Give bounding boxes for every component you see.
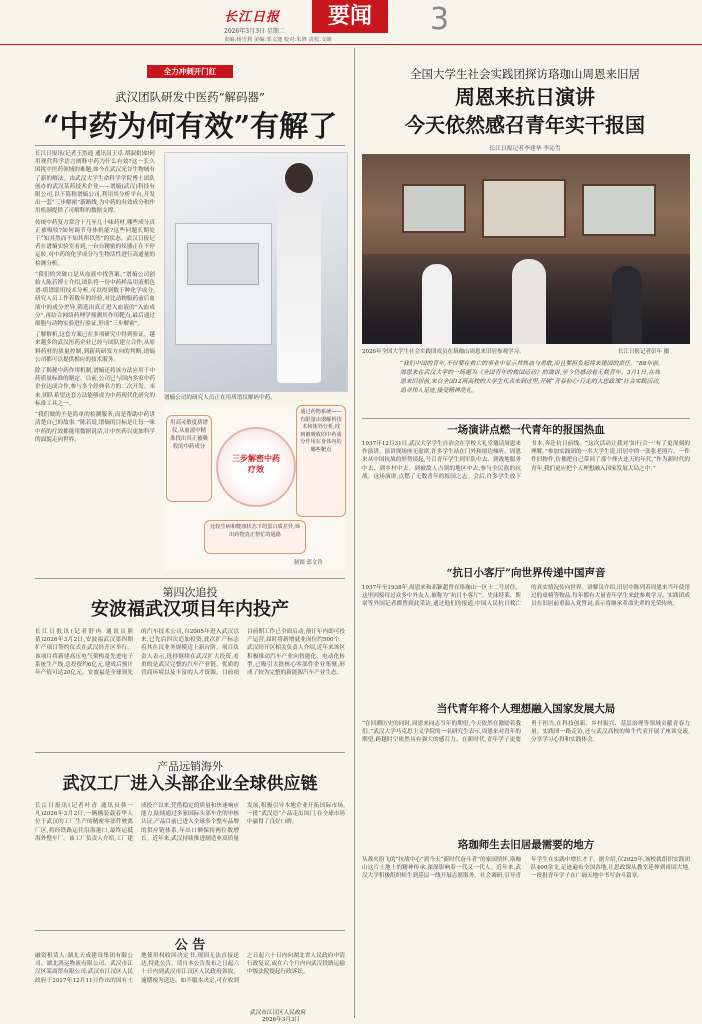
banner-tag: 全力冲刺开门红 xyxy=(147,65,233,78)
story-paragraph: 了解解析,这套方案已在多项研究中得到验证。越来越多的武汉医药企业已经与团队建立合作,从原料药材的质量控制,到新药研发方向的判断,谱熵公司都可以提供相应的技术服务。 xyxy=(35,332,155,363)
bottom-story-headline: 武汉工厂进入头部企业全球供应链 xyxy=(62,774,318,794)
masthead xyxy=(0,0,702,45)
bottom-story-body: 长江日报讯(记者叶青 通讯员韩一凡)2026年3月2日,一辆辆装载着华人位于武汉的工厂生产的精密零部件驶离厂区,将经铁路运往沿海港口,最终运抵海外整车厂。该工厂负责人介绍,工厂建成投产以来,凭借稳定的质量和快速响应能力,陆续通过多家国际头部车企的审核认证,产品目前已进入全球多个整车品牌的供应链体系,年出口额保持两位数增长。近年来,武汉持续推进制造业高质量发展,积极引导本地企业开拓国际市场,一批“武汉造”产品走出国门,在全球市场中赢得了良好口碑。 xyxy=(35,803,345,842)
diagram-left-box xyxy=(166,415,212,502)
divider xyxy=(362,418,690,419)
bottom-story-kicker: 产品远销海外 xyxy=(157,760,223,773)
diagram-bottom-box xyxy=(204,520,306,554)
subhead-4-body: 从战火纷飞的“抗战中心”到今天“新时代奋斗者”的家国情怀,珞珈山这片土地上的精神传承,深深影响着一代又一代人。近年来,武汉大学积极组织师生到基层一线开展志愿服务、社会调研,引导青年学生在实践中增长才干。据介绍,仅2025年,该校就组织实践团队400余支,足迹遍布全国各地,让思政课从教室延伸到祖国大地,一批批青年学子在广阔天地中书写奋斗篇章。 xyxy=(362,857,690,880)
headline: “中药为何有效”有解了 xyxy=(42,109,338,143)
story-paragraph: 传统中药复方常含十几至几十味药材,哪些成分真正被吸收?如何调节身体机能?这些问题长期处于“知其然而不知其所以然”的状态。武汉日报记者在谱熵实验室看到,一台台精密的仪器正在不停运转,对中药的化学成分与生物活性进行高通量的检测分析。 xyxy=(35,219,155,267)
story-paragraph: “我们做的不是简单的检测服务,而是帮助中药讲清楚自己的故事。”陈若说,谱熵的目标是让每一味中药的疗效都能用数据说话,让中医药以更加科学的面貌走向世界。 xyxy=(35,412,155,443)
subhead-1-body: 1937年12月31日,武汉大学学生自治会在学校大礼堂邀请周恩来作演讲。演讲现场座无虚席,许多学生站在门外和窗边倾听。周恩来从中国抗战的形势谈起,号召青年学生到军队中去、到战地服务中去、到乡村中去、到被敌人占领的地区中去,参与全民族的抗战。这场演讲,点燃了无数青年的报国之志。会后,许多学生放下书本,奔赴抗日前线。“这次活动让我对‘知行合一’有了更深刻的理解。”参加实践团的一名大学生说,旧居中的一张张老照片、一件件旧物件,仿佛把自己带回了那个烽火连天的年代,“作为新时代的青年,我们更应把个人理想融入国家发展大局之中。” xyxy=(362,441,690,480)
subhead-4: 珞珈师生去旧居最需要的地方 xyxy=(457,839,595,851)
page-number: 3 xyxy=(430,2,450,37)
notice-date: 2026年3月3日 xyxy=(262,1017,301,1023)
column-divider xyxy=(354,48,355,1018)
researcher-head xyxy=(285,163,313,193)
diagram-bottom-text: 比较生病和健康状态下的蛋白质差异,筛出药物真正帮忙的通路 xyxy=(210,524,300,538)
newspaper-logo: 长江日报 xyxy=(224,10,281,25)
story-paragraph: “我们的突破口是从血液中找答案。”谱熵公司创始人陈若博士介绍,团队将一份中药样品用液相色谱-质谱联用技术分析,可以得到数千种化学成分,研究人员工作着数年的经验,对比动物服药前后血液中的成分差异,筛选出真正进入血液的“入血成分”,再结合网络药理学预测其作用靶点,最后通过细胞与动物实验进行验证,形成“三步解密”。 xyxy=(35,271,155,328)
visitor-figure xyxy=(512,259,546,344)
subhead-2: “抗日小客厅”向世界传递中国声音 xyxy=(446,567,606,579)
visitor-figure xyxy=(422,264,452,344)
notice-body: 融资租赁人:湖北天成建设集团有限公司、湖北鸿运物流有限公司、武汉市江汉区某商贸有限公司:武汉市江汉区人民政府于2017年12月11日作出的国有土地使用权收回决定书,现因无法直接送达,特此公告。请自本公告发布之日起六十日内到武汉市江汉区人民政府领取。逾期视为送达。如不服本决定,可在收到之日起六十日内向湖北省人民政府申请行政复议,或在六个月内向武汉铁路运输中级法院提起行政诉讼。 xyxy=(35,953,345,984)
page-date: 2026年3月3日 星期二 xyxy=(224,28,285,35)
right-story-kicker: 全国大学生社会实践团探访珞珈山周恩来旧居 xyxy=(410,67,640,81)
middle-story-body: 长江日报讯(记者舒冉 通讯员熊倩)2026年3月2日,安波福武汉第四期扩产项目签约仪式在武汉经开区举行。该项目将新建高压电气架构及先进电子系统生产线,总投资约6亿元,建成后预计年产值可达20亿元。安波福是全球领先的汽车技术公司,自2005年进入武汉以来,已先后四次追加投资,此次扩产标志着其在汉业务规模迈上新台阶。项目负责人表示,选择继续在武汉扩大投资,看重的是武汉完整的汽车产业链、优质的营商环境以及丰富的人才资源。目前项目前期工作已全面启动,预计年内即可投产运营,届时将新增就业岗位约500个。武汉经开区相关负责人介绍,近年来该区积极推动汽车产业向智能化、电动化转型,已吸引大批核心零部件企业集聚,形成了较为完整的新能源汽车产业生态。 xyxy=(35,629,345,677)
section-tab xyxy=(312,0,388,33)
subhead-1: 一场演讲点燃一代青年的报国热血 xyxy=(447,424,605,436)
diagram-credit: 制图 郭文铃 xyxy=(294,560,323,566)
subhead-2-body: 1937年至1938年,周恩来和邓颖超曾在珞珈山一区十二号居住。这里因接待过众多中外友人,被称为“抗日小客厅”。史沫特莱、斯诺等外国记者都曾到此采访,通过他们的报道,中国人民抗日救亡的真实情况传向世界。讲解员介绍,旧居中陈列着周恩来当年使用过的桌椅等物品,每年都有大量青年学生来此参观学习。实践团成员在旧居前重温入党誓词,表示将继承革命先辈的光荣传统。 xyxy=(362,585,690,608)
lab-instrument-panel xyxy=(187,243,259,285)
right-story-byline: 长江日报记者李建华 李沁雪 xyxy=(489,146,561,152)
exhibit-window xyxy=(482,179,566,238)
diagram-right-box xyxy=(296,405,346,517)
right-story-headline-1: 周恩来抗日演讲 xyxy=(455,85,595,109)
diagram-circle xyxy=(216,427,296,507)
middle-story-kicker: 第四次追投 xyxy=(162,586,218,599)
middle-story-headline: 安波福武汉项目年内投产 xyxy=(91,599,289,620)
lead-quote: “我们中国的青年,不仅要在救亡的事业中显示其热血与勇敢,而且要担负起将来建国的责任。”88年前,周恩来在武汉大学的一场题为《全国青年的救国运动》的演讲,至今仍感动着无数青年。3月1日,在周恩来旧居前,来自全国12所高校的大学生代表来到这里,开展“青春初心·行走的大思政课”社会实践活动,追寻伟人足迹,接受精神洗礼。 xyxy=(400,361,660,394)
museum-photo-caption: 2026年全国大学生社会实践团成员在珞珈山周恩来旧居参观学习。 xyxy=(362,349,525,355)
diagram-left-text: 用高灵敏度质谱仪,从血液中精准找出真正被吸收的中药成分 xyxy=(170,420,208,450)
exhibit-window xyxy=(402,184,466,233)
left-story-body xyxy=(35,150,155,568)
right-story-headline-2: 今天依然感召青年实干报国 xyxy=(405,113,645,137)
visitor-figure xyxy=(612,266,642,344)
divider xyxy=(35,930,345,931)
story-paragraph: 除了揭秘中药作用机制,谱熵还将该方法应用于中药质量标准的制定。目前,公司已与国内多家中药企业达成合作,参与多个经典名方的二次开发。未来,团队希望这套方法能够成为中药现代化研究的标准工具之一。 xyxy=(35,368,155,407)
story-paragraph: 长江日报讯(记者王然通 通讯员王卓 胡淑娟)如何用现代科学语言阐释中药为什么有效?这一长久困扰中医药领域的难题,如今在武汉光谷生物城有了新的解法。由武汉大学生命科学学院博士团队创办的武汉某药技术企业——谱熵(武汉)科技有限公司,以下简称谱熵公司,利用其分析平台,开发出一套“三步解密”新路线,为中药的有效成分和作用机制提供了可解释的数据支撑。 xyxy=(35,151,155,215)
lab-photo xyxy=(164,152,348,392)
subhead-3: 当代青年将个人理想融入国家发展大局 xyxy=(436,703,616,715)
page-editors: 责编:杨雪莉 美编:邹文逸 校对:朱修 责校:文朗 xyxy=(224,37,332,43)
section-title: 要闻 xyxy=(327,4,372,29)
photo-caption: 谱熵公司的研究人员正在用质谱仪解码中药。 xyxy=(164,395,276,401)
notice-signature: 武汉市江汉区人民政府 xyxy=(250,1010,306,1016)
museum-photo-credit: 长江日报记者彭年 摄 xyxy=(618,349,670,355)
divider xyxy=(35,578,345,579)
tcm-diagram xyxy=(164,405,346,570)
notice-title: 公 告 xyxy=(174,938,206,953)
diagram-center-text: 三步解密中药疗效 xyxy=(232,453,280,474)
kicker: 武汉团队研发中医药“解码器” xyxy=(115,90,265,104)
researcher-figure xyxy=(277,183,321,383)
divider xyxy=(35,752,345,753)
divider xyxy=(35,145,345,146)
subhead-3-body: “在回溯历史的同时,周恩来同志当年的期望,今天依然在激励着我们。”武汉大学马克思主义学院的一名研究生表示,周恩来对青年的期望,跨越时空依然具有强大的感召力。在新时代,青年学子更要勇于担当,在科技创新、乡村振兴、基层治理等领域贡献青春力量。实践团一路走访,还与武汉高校的师生代表开展了座谈交流,分享学习心得和实践体会。 xyxy=(362,721,690,744)
museum-photo xyxy=(362,154,690,344)
diagram-right-text: 通过药物系统——有限量由器解析技术和体外分析,找到被吸收的中药成分作用在身体内的哪些靶点 xyxy=(300,409,342,453)
exhibit-window xyxy=(582,184,656,236)
